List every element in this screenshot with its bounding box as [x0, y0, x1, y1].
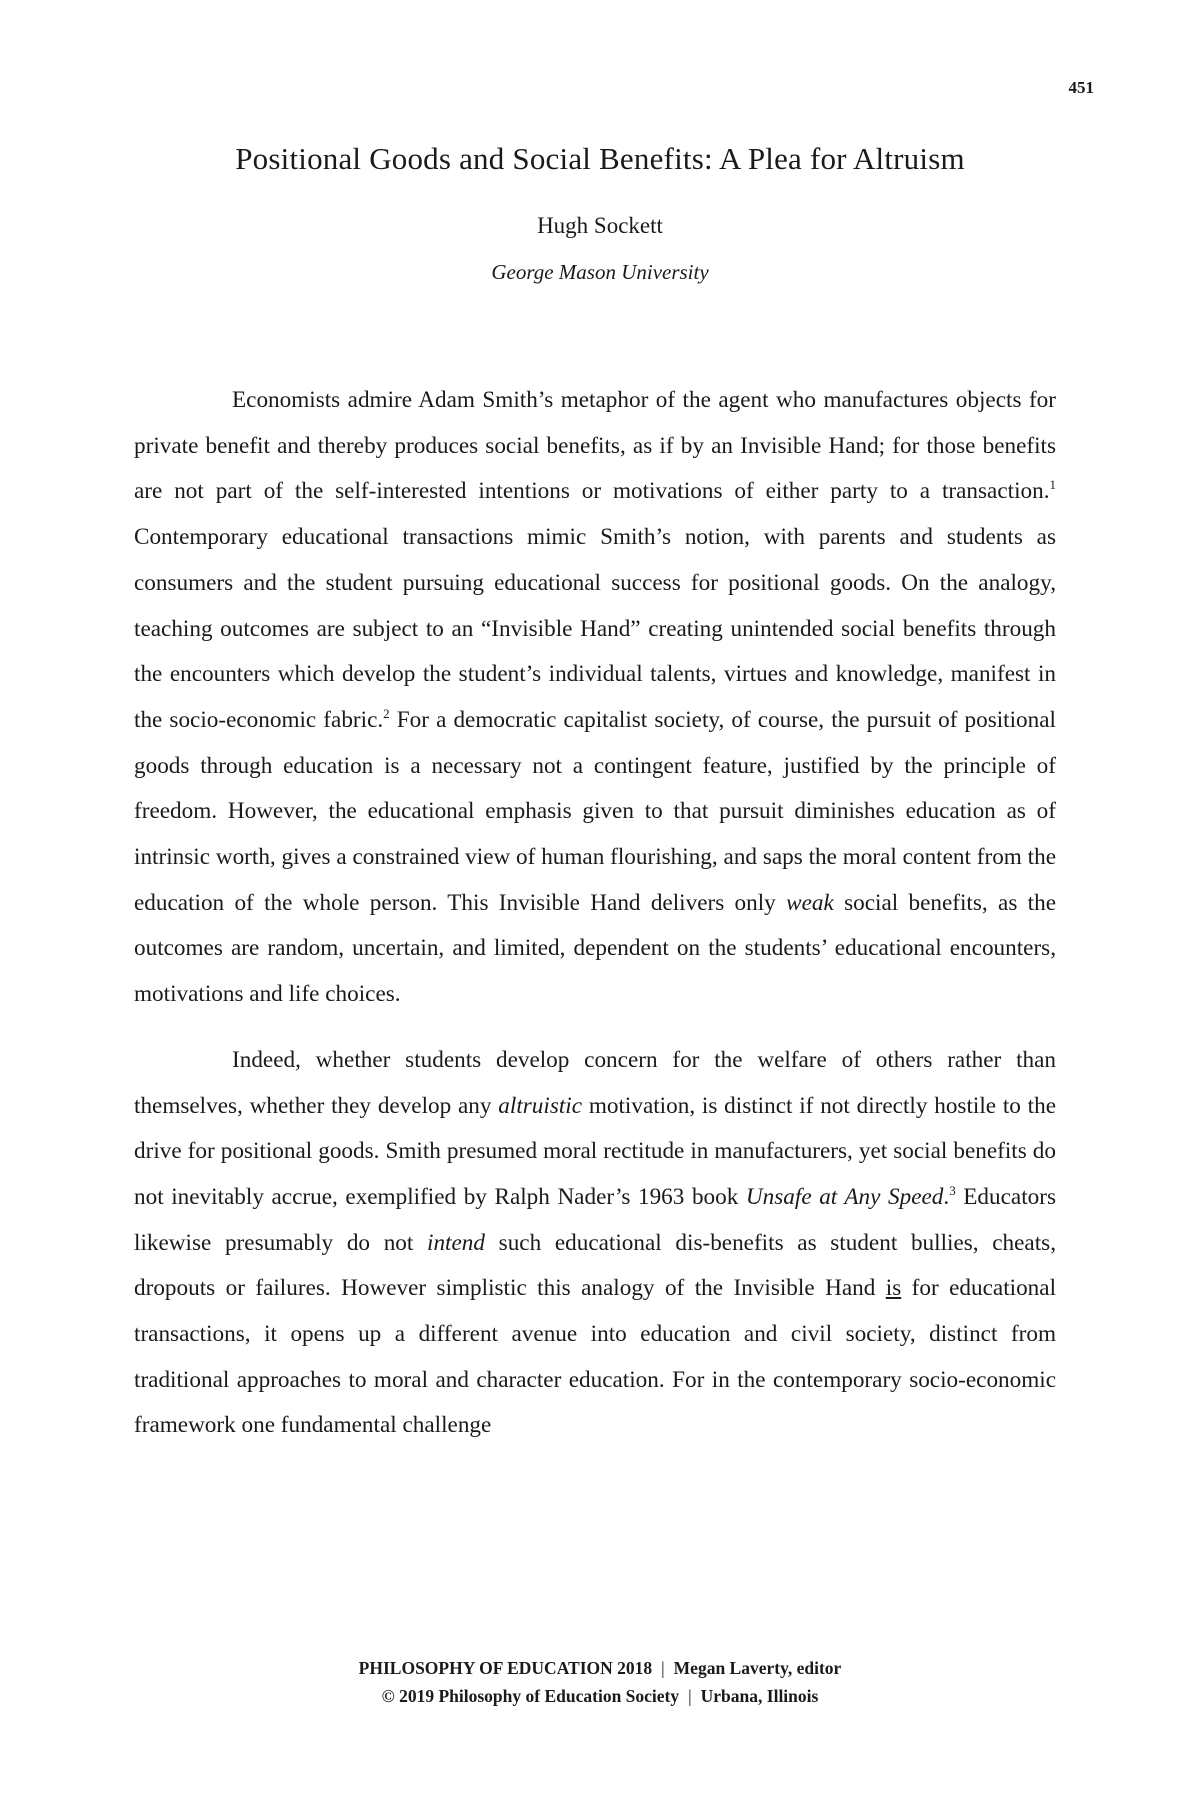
paragraph-1	[134, 378, 1056, 1018]
emphasis-intend: intend	[427, 1229, 485, 1256]
paragraph-2-text: motivation, is distinct if not directly hostile to the drive for positional goods. Smith presumed moral rectitude in manufacturers, yet social benefits do not inevitably accrue, exemplified by Ralph Nader’s 1963 book	[134, 1092, 1057, 1210]
page-footer	[0, 1654, 1200, 1710]
footer-separator: |	[688, 1686, 692, 1706]
emphasis-weak: weak	[786, 889, 834, 916]
paragraph-2-text: for educational transactions, it opens up a different avenue into education and civil society, distinct from traditional approaches to moral and character education. For in the contemporary socio-economic framework one fundamental challenge	[134, 1275, 1057, 1439]
footer-line-2	[0, 1682, 1200, 1710]
paragraph-1-text: Economists admire Adam Smith’s metaphor of the agent who manufactures objects for private benefit and thereby produces social benefits, as if by an Invisible Hand; for those benefits are not part of the self-interested intentions or motivations of either party to a transaction.	[134, 387, 1056, 505]
emphasis-altruistic: altruistic	[498, 1092, 583, 1119]
journal-name: PHILOSOPHY OF EDUCATION 2018	[358, 1658, 653, 1678]
footnote-marker-2[interactable]: 2	[383, 705, 390, 721]
paragraph-2-text: Educators likewise presumably do not	[134, 1183, 1056, 1256]
paragraph-1-text: Contemporary educational transactions mimic Smith’s notion, with parents and students as consumers and the student pursuing educational success for positional goods. On the analogy, teaching outcomes are subject to an “Invisible Hand” creating unintended social benefits through the encounters which develop the student’s individual talents, virtues and knowledge, manifest in the socio-economic fabric.	[134, 524, 1056, 733]
book-title: Unsafe at Any Speed	[745, 1183, 944, 1210]
article-title: Positional Goods and Social Benefits: A Plea for Altruism	[235, 141, 965, 176]
author-affiliation: George Mason University	[491, 260, 709, 284]
footnote-marker-3[interactable]: 3	[949, 1182, 956, 1198]
paragraph-2-text: Indeed, whether students develop concern for the welfare of others rather than themselves, whether they develop any	[134, 1046, 1056, 1119]
page-number: 451	[1068, 78, 1094, 97]
footer-line-1	[0, 1654, 1200, 1682]
paragraph-1-text: social benefits, as the outcomes are random, uncertain, and limited, dependent on the students’ educational encounters, motivations and life choices.	[134, 889, 1056, 1008]
copyright-notice: © 2019 Philosophy of Education Society	[381, 1686, 680, 1706]
footer-separator: |	[661, 1658, 665, 1678]
paragraph-2-text: such educational dis-benefits as student bullies, cheats, dropouts or failures. However simplistic this analogy of the Invisible Hand	[134, 1229, 1056, 1302]
editor-credit: Megan Laverty, editor	[673, 1658, 842, 1678]
underlined-is: is	[885, 1275, 902, 1302]
paragraph-2-text: .	[943, 1183, 950, 1210]
paragraph-1-text: For a democratic capitalist society, of course, the pursuit of positional goods through education is a necessary not a contingent feature, justified by the principle of freedom. However, the educational emphasis given to that pursuit diminishes education as of intrinsic worth, gives a constrained view of human flourishing, and saps the moral content from the education of the whole person. This Invisible Hand delivers only	[134, 706, 1056, 916]
article-body	[134, 378, 1056, 1469]
author-name: Hugh Sockett	[537, 213, 663, 238]
footnote-marker-1[interactable]: 1	[1049, 477, 1056, 493]
publisher-location: Urbana, Illinois	[700, 1686, 819, 1706]
paragraph-2	[134, 1038, 1056, 1449]
